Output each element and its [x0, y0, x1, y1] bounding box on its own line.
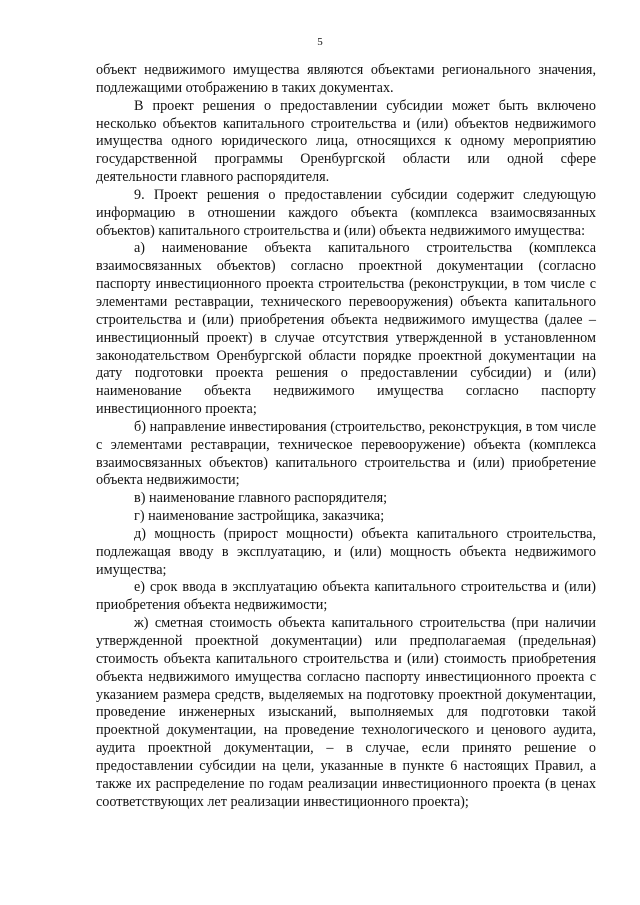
- paragraph-item-9: 9. Проект решения о предоставлении субсидии содержит следующую информацию в отношении каждого объекта (комплекса взаимосвязанных объектов) капитального строительства и (или) объекта недвижимого имущества:: [96, 186, 596, 239]
- page-number: 5: [317, 36, 323, 48]
- body-text: [96, 62, 596, 811]
- paragraph-subitem-v: в) наименование главного распорядителя;: [134, 490, 388, 507]
- paragraph-subitem-a: а) наименование объекта капитального строительства (комплекса взаимосвязанных объектов) согласно проектной документации (согласно паспорту инвестиционного проекта строительства (реконструкции, в том числе с элементами реставрации, технического перевооружения) объекта капитального строительства и (или) приобретения объекта недвижимого имущества (далее – инвестиционный проект) в случае отсутствия утвержденной в установленном законодательством Оренбургской области порядке проектной документации на дату подготовки проекта решения о предоставлении субсидии) и (или) наименование объекта недвижимого имущества согласно паспорту инвестиционного проекта;: [96, 240, 596, 418]
- paragraph-subitem-e: е) срок ввода в эксплуатацию объекта капитального строительства и (или) приобретения объекта недвижимости;: [96, 579, 596, 614]
- paragraph-subitem-zh: ж) сметная стоимость объекта капитального строительства (при наличии утвержденной проектной документации) или предполагаемая (предельная) стоимость объекта капитального строительства и (или) стоимость приобретения объекта недвижимого имущества согласно паспорту инвестиционного проекта с указанием размера средств, выделяемых на подготовку проектной документации, проведение инженерных изысканий, выполняемых для подготовки такой проектной документации, на проведение технологического и ценового аудита, аудита проектной документации, – в случае, если принято решение о предоставлении субсидии на цели, указанные в пункте 6 настоящих Правил, а также их распределение по годам реализации инвестиционного проекта (в ценах соответствующих лет реализации инвестиционного проекта);: [96, 615, 596, 810]
- paragraph-continuation: объект недвижимого имущества являются объектами регионального значения, подлежащими отображению в таких документах.: [96, 62, 596, 96]
- paragraph-subitem-b: б) направление инвестирования (строительство, реконструкция, в том числе с элементами реставрации, техническое перевооружение) объекта (комплекса взаимосвязанных объектов) капитального строительства и (или) приобретение объекта недвижимости;: [96, 418, 596, 489]
- paragraph-subitem-g: г) наименование застройщика, заказчика;: [134, 508, 385, 525]
- paragraph-multiple-objects: В проект решения о предоставлении субсидии может быть включено несколько объектов капитального строительства и (или) объектов недвижимого имущества одного юридического лица, относящихся к одному мероприятию государственной программы Оренбургской области или одной сфере деятельности главного распорядителя.: [96, 97, 596, 186]
- paragraph-subitem-d: д) мощность (прирост мощности) объекта капитального строительства, подлежащая вводу в эксплуатацию, и (или) мощность объекта недвижимого имущества;: [96, 525, 596, 578]
